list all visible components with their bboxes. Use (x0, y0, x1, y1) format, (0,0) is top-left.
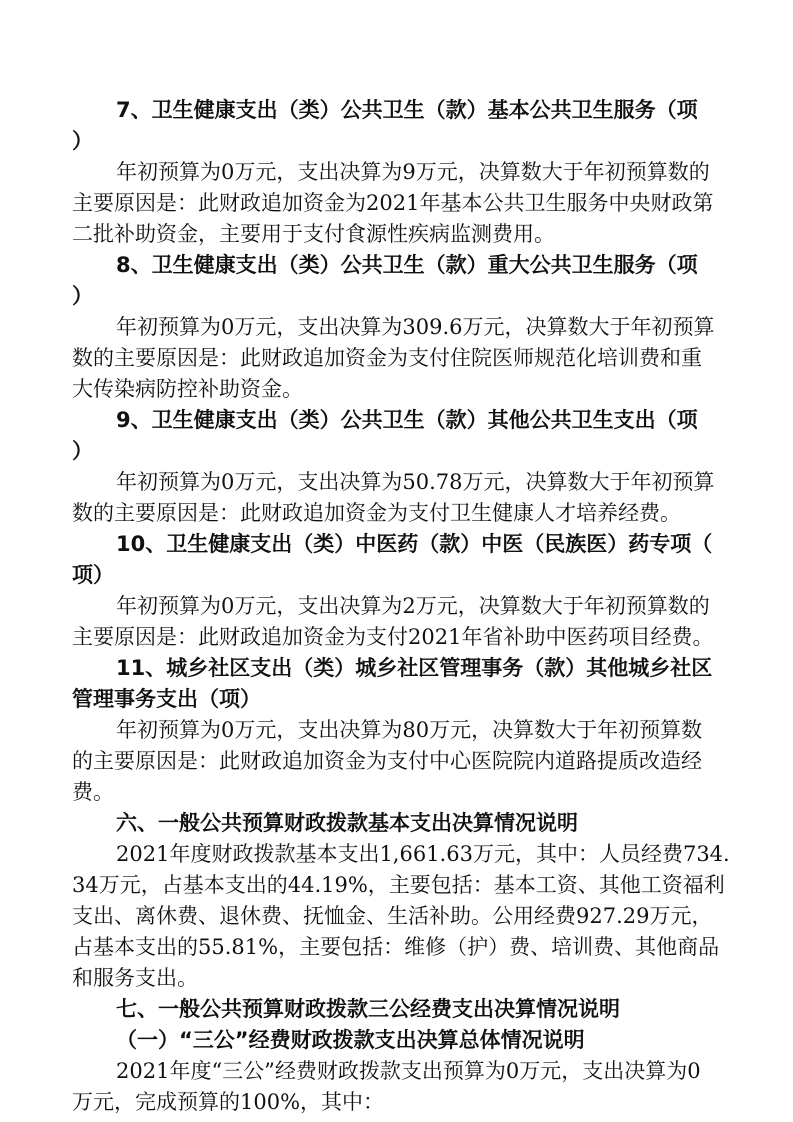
paragraph-line: 2021年度“三公”经费财政拨款支出预算为0万元，支出决算为0 (116, 1059, 701, 1083)
paragraph-line: 数的主要原因是：此财政追加资金为支付卫生健康人才培养经费。 (72, 501, 681, 525)
heading-item-9: 9、卫生健康支出（类）公共卫生（款）其他公共卫生支出（项 (116, 408, 698, 432)
paragraph-line: 年初预算为0万元，支出决算为80万元，决算数大于年初预算数 (116, 718, 703, 742)
paragraph-line: 主要原因是：此财政追加资金为2021年基本公共卫生服务中央财政第 (72, 191, 714, 215)
heading-item-10: 10、卫生健康支出（类）中医药（款）中医（民族医）药专项（ (116, 532, 713, 556)
section-heading-6: 六、一般公共预算财政拨款基本支出决算情况说明 (116, 811, 578, 835)
paragraph-line: 数的主要原因是：此财政追加资金为支付住院医师规范化培训费和重 (72, 346, 702, 370)
paragraph-line: 和服务支出。 (72, 966, 198, 990)
paragraph-line: 费。 (72, 780, 114, 804)
heading-item-8-cont: ） (72, 284, 93, 308)
heading-item-11-cont: 管理事务支出（项） (72, 687, 261, 711)
heading-item-9-cont: ） (72, 439, 93, 463)
paragraph-line: 的主要原因是：此财政追加资金为支付中心医院院内道路提质改造经 (72, 749, 702, 773)
paragraph-line: 2021年度财政拨款基本支出1,661.63万元，其中：人员经费734. (116, 842, 730, 866)
paragraph-line: 年初预算为0万元，支出决算为9万元，决算数大于年初预算数的 (116, 160, 710, 184)
heading-item-7-cont: ） (72, 129, 93, 153)
heading-item-11: 11、城乡社区支出（类）城乡社区管理事务（款）其他城乡社区 (116, 656, 713, 680)
paragraph-line: 万元，完成预算的100%，其中： (72, 1090, 385, 1114)
paragraph-line: 年初预算为0万元，支出决算为309.6万元，决算数大于年初预算 (116, 315, 715, 339)
paragraph-line: 大传染病防控补助资金。 (72, 377, 303, 401)
paragraph-line: 二批补助资金，主要用于支付食源性疾病监测费用。 (72, 222, 555, 246)
heading-item-7: 7、卫生健康支出（类）公共卫生（款）基本公共卫生服务（项 (116, 98, 698, 122)
heading-item-10-cont: 项） (72, 563, 114, 587)
subsection-heading-1: （一）“三公”经费财政拨款支出决算总体情况说明 (116, 1028, 585, 1052)
paragraph-line: 主要原因是：此财政追加资金为支付2021年省补助中医药项目经费。 (72, 625, 714, 649)
paragraph-line: 年初预算为0万元，支出决算为2万元，决算数大于年初预算数的 (116, 594, 710, 618)
paragraph-line: 占基本支出的55.81%，主要包括：维修（护）费、培训费、其他商品 (72, 935, 720, 959)
heading-item-8: 8、卫生健康支出（类）公共卫生（款）重大公共卫生服务（项 (116, 253, 698, 277)
paragraph-line: 年初预算为0万元，支出决算为50.78万元，决算数大于年初预算 (116, 470, 715, 494)
document-page (72, 95, 730, 1118)
paragraph-line: 支出、离休费、退休费、抚恤金、生活补助。公用经费927.29万元， (72, 904, 713, 928)
section-heading-7: 七、一般公共预算财政拨款三公经费支出决算情况说明 (116, 997, 620, 1021)
paragraph-line: 34万元，占基本支出的44.19%，主要包括：基本工资、其他工资福利 (72, 873, 725, 897)
